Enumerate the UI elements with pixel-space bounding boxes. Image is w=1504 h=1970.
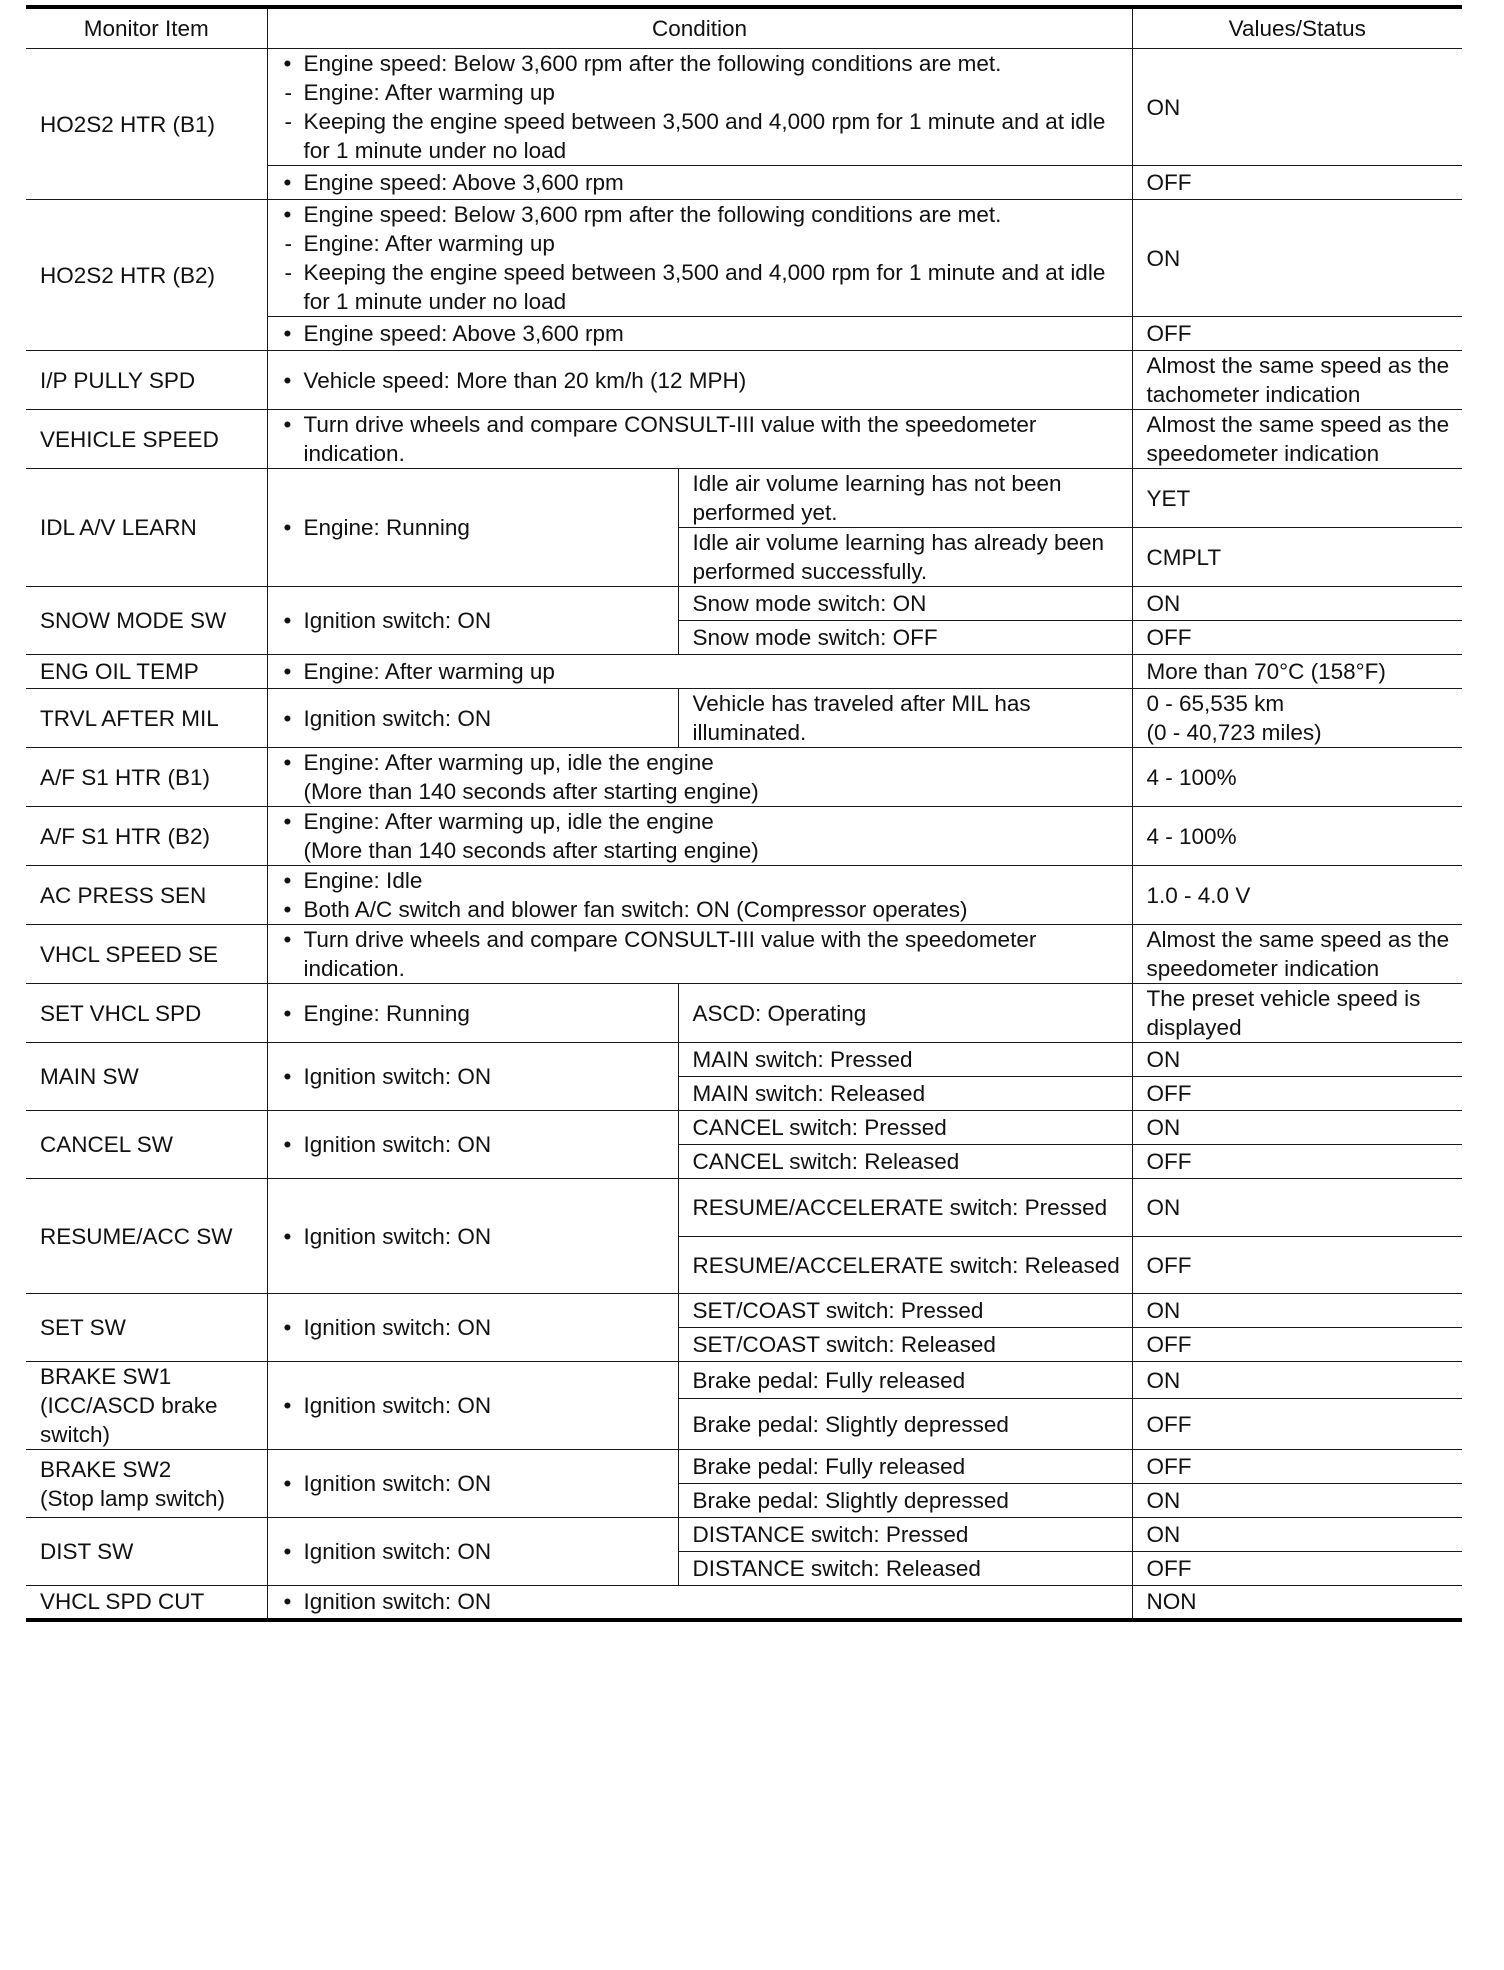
value-status-cell: OFF xyxy=(1132,1552,1462,1586)
condition-list xyxy=(282,200,1122,316)
monitor-item-cell: HO2S2 HTR (B2) xyxy=(26,200,267,351)
value-status-cell: ON xyxy=(1132,587,1462,621)
value-status-cell: YET xyxy=(1132,469,1462,528)
condition-cell xyxy=(267,925,1132,984)
monitor-item-cell: RESUME/ACC SW xyxy=(26,1179,267,1294)
condition-main-cell xyxy=(267,984,678,1043)
condition-line: • Ignition switch: ON xyxy=(282,1062,668,1091)
condition-main-cell xyxy=(267,587,678,655)
condition-list xyxy=(282,999,668,1028)
condition-cell xyxy=(267,49,1132,166)
value-status-cell: NON xyxy=(1132,1586,1462,1620)
condition-list xyxy=(282,1130,668,1159)
condition-line: • Ignition switch: ON xyxy=(282,606,668,635)
value-status-cell: OFF xyxy=(1132,317,1462,351)
value-status-cell: OFF xyxy=(1132,1237,1462,1294)
condition-list xyxy=(282,1313,668,1342)
condition-list xyxy=(282,366,1122,395)
value-status-cell: 1.0 - 4.0 V xyxy=(1132,866,1462,925)
value-status-cell: 4 - 100% xyxy=(1132,748,1462,807)
condition-line: • Ignition switch: ON xyxy=(282,1469,668,1498)
condition-line: (More than 140 seconds after starting engine) xyxy=(303,779,759,804)
table-row xyxy=(26,200,1462,317)
table-row xyxy=(26,1179,1462,1237)
table-row xyxy=(26,925,1462,984)
condition-line: • Engine speed: Above 3,600 rpm xyxy=(282,168,1122,197)
condition-cell xyxy=(267,351,1132,410)
condition-detail-cell: Brake pedal: Fully released xyxy=(678,1450,1132,1484)
condition-line: • Ignition switch: ON xyxy=(282,1313,668,1342)
monitor-item-cell: DIST SW xyxy=(26,1518,267,1586)
condition-main-cell xyxy=(267,1111,678,1179)
condition-line: - Keeping the engine speed between 3,500 and 4,000 rpm for 1 minute and at idle for 1 minute under no load xyxy=(282,258,1122,316)
table-row xyxy=(26,469,1462,528)
condition-cell xyxy=(267,200,1132,317)
monitor-item-cell: SET SW xyxy=(26,1294,267,1362)
condition-line: • Engine: After warming up, idle the engine xyxy=(282,807,1122,836)
condition-detail-cell: Idle air volume learning has not been performed yet. xyxy=(678,469,1132,528)
value-status-cell: Almost the same speed as the speedometer indication xyxy=(1132,925,1462,984)
condition-list xyxy=(282,606,668,635)
condition-list xyxy=(282,49,1122,165)
condition-main-cell xyxy=(267,1179,678,1294)
table-row xyxy=(26,351,1462,410)
value-status-cell: OFF xyxy=(1132,1145,1462,1179)
condition-list xyxy=(282,704,668,733)
table-row xyxy=(26,587,1462,621)
condition-detail-cell: Brake pedal: Slightly depressed xyxy=(678,1484,1132,1518)
condition-line: • Engine speed: Below 3,600 rpm after the following conditions are met. xyxy=(282,200,1122,229)
condition-list xyxy=(282,807,1122,865)
monitor-item-cell: I/P PULLY SPD xyxy=(26,351,267,410)
condition-list xyxy=(282,168,1122,197)
condition-detail-cell: DISTANCE switch: Released xyxy=(678,1552,1132,1586)
condition-line: - Engine: After warming up xyxy=(282,78,1122,107)
monitor-item-cell: A/F S1 HTR (B2) xyxy=(26,807,267,866)
monitor-item-cell: CANCEL SW xyxy=(26,1111,267,1179)
condition-detail-cell: RESUME/ACCELERATE switch: Released xyxy=(678,1237,1132,1294)
condition-detail-cell: SET/COAST switch: Released xyxy=(678,1328,1132,1362)
monitor-item-cell: TRVL AFTER MIL xyxy=(26,689,267,748)
condition-main-cell xyxy=(267,1043,678,1111)
monitor-item-table-container xyxy=(26,5,1462,1622)
condition-cell xyxy=(267,410,1132,469)
value-status-cell: Almost the same speed as the tachometer indication xyxy=(1132,351,1462,410)
header-monitor-item: Monitor Item xyxy=(26,7,267,49)
condition-line: • Engine: After warming up xyxy=(282,657,1122,686)
header-values-status: Values/Status xyxy=(1132,7,1462,49)
table-row xyxy=(26,1518,1462,1552)
condition-detail-cell: Brake pedal: Slightly depressed xyxy=(678,1399,1132,1450)
monitor-item-cell: BRAKE SW2 (Stop lamp switch) xyxy=(26,1450,267,1518)
condition-cell xyxy=(267,655,1132,689)
condition-line: • Engine: Idle xyxy=(282,866,1122,895)
table-header xyxy=(26,7,1462,49)
condition-line: • Turn drive wheels and compare CONSULT-III value with the speedometer indication. xyxy=(282,925,1122,983)
value-status-cell: ON xyxy=(1132,1294,1462,1328)
table-row xyxy=(26,689,1462,748)
condition-detail-cell: Idle air volume learning has already been performed successfully. xyxy=(678,528,1132,587)
condition-line: • Ignition switch: ON xyxy=(282,1222,668,1251)
condition-cell xyxy=(267,866,1132,925)
condition-detail-cell: CANCEL switch: Pressed xyxy=(678,1111,1132,1145)
condition-detail-cell: CANCEL switch: Released xyxy=(678,1145,1132,1179)
condition-list xyxy=(282,1537,668,1566)
condition-cell xyxy=(267,317,1132,351)
condition-main-cell xyxy=(267,1294,678,1362)
value-status-cell: OFF xyxy=(1132,1450,1462,1484)
table-row xyxy=(26,984,1462,1043)
value-status-cell: ON xyxy=(1132,1043,1462,1077)
monitor-item-cell: BRAKE SW1 (ICC/ASCD brake switch) xyxy=(26,1362,267,1450)
condition-line: • Ignition switch: ON xyxy=(282,1537,668,1566)
condition-line: - Keeping the engine speed between 3,500 and 4,000 rpm for 1 minute and at idle for 1 minute under no load xyxy=(282,107,1122,165)
condition-main-cell xyxy=(267,469,678,587)
condition-line: • Turn drive wheels and compare CONSULT-III value with the speedometer indication. xyxy=(282,410,1122,468)
value-status-cell: ON xyxy=(1132,1362,1462,1399)
condition-main-cell xyxy=(267,1450,678,1518)
value-status-cell: OFF xyxy=(1132,166,1462,200)
monitor-item-cell: HO2S2 HTR (B1) xyxy=(26,49,267,200)
monitor-item-cell: VHCL SPEED SE xyxy=(26,925,267,984)
condition-list xyxy=(282,866,1122,924)
monitor-item-cell: IDL A/V LEARN xyxy=(26,469,267,587)
condition-line: - Engine: After warming up xyxy=(282,229,1122,258)
condition-line: • Ignition switch: ON xyxy=(282,1587,1122,1616)
table-row xyxy=(26,748,1462,807)
header-row xyxy=(26,7,1462,49)
monitor-item-cell: AC PRESS SEN xyxy=(26,866,267,925)
monitor-item-cell: A/F S1 HTR (B1) xyxy=(26,748,267,807)
condition-main-cell xyxy=(267,689,678,748)
condition-list xyxy=(282,1469,668,1498)
table-row xyxy=(26,49,1462,166)
condition-line: • Engine speed: Above 3,600 rpm xyxy=(282,319,1122,348)
table-row xyxy=(26,807,1462,866)
header-condition: Condition xyxy=(267,7,1132,49)
value-status-cell: More than 70°C (158°F) xyxy=(1132,655,1462,689)
monitor-item-cell: VHCL SPD CUT xyxy=(26,1586,267,1620)
condition-line: • Engine speed: Below 3,600 rpm after the following conditions are met. xyxy=(282,49,1122,78)
value-status-cell: ON xyxy=(1132,49,1462,166)
table-row xyxy=(26,1362,1462,1399)
condition-line: (More than 140 seconds after starting engine) xyxy=(303,838,759,863)
monitor-item-table xyxy=(26,5,1462,1622)
table-row xyxy=(26,1111,1462,1145)
value-status-cell: 0 - 65,535 km (0 - 40,723 miles) xyxy=(1132,689,1462,748)
condition-line: • Both A/C switch and blower fan switch: ON (Compressor operates) xyxy=(282,895,1122,924)
condition-list xyxy=(282,1062,668,1091)
condition-line: • Ignition switch: ON xyxy=(282,1130,668,1159)
value-status-cell: OFF xyxy=(1132,1328,1462,1362)
condition-cell xyxy=(267,166,1132,200)
table-row xyxy=(26,1043,1462,1077)
condition-main-cell xyxy=(267,1362,678,1450)
condition-list xyxy=(282,748,1122,806)
condition-list xyxy=(282,1222,668,1251)
condition-line: • Engine: Running xyxy=(282,513,668,542)
monitor-item-cell: SNOW MODE SW xyxy=(26,587,267,655)
table-row xyxy=(26,1450,1462,1484)
value-status-cell: CMPLT xyxy=(1132,528,1462,587)
condition-detail-cell: RESUME/ACCELERATE switch: Pressed xyxy=(678,1179,1132,1237)
value-status-cell: OFF xyxy=(1132,1077,1462,1111)
condition-list xyxy=(282,319,1122,348)
table-body xyxy=(26,49,1462,1620)
value-status-cell: OFF xyxy=(1132,1399,1462,1450)
table-row xyxy=(26,866,1462,925)
value-status-cell: ON xyxy=(1132,1484,1462,1518)
monitor-item-cell: ENG OIL TEMP xyxy=(26,655,267,689)
value-status-cell: ON xyxy=(1132,200,1462,317)
condition-list xyxy=(282,513,668,542)
monitor-item-cell: VEHICLE SPEED xyxy=(26,410,267,469)
value-status-cell: ON xyxy=(1132,1111,1462,1145)
condition-cell xyxy=(267,807,1132,866)
value-status-cell: OFF xyxy=(1132,621,1462,655)
condition-detail-cell: SET/COAST switch: Pressed xyxy=(678,1294,1132,1328)
condition-detail-cell: DISTANCE switch: Pressed xyxy=(678,1518,1132,1552)
condition-detail-cell: Snow mode switch: ON xyxy=(678,587,1132,621)
condition-cell xyxy=(267,748,1132,807)
table-row xyxy=(26,410,1462,469)
value-status-cell: The preset vehicle speed is displayed xyxy=(1132,984,1462,1043)
condition-detail-cell: Vehicle has traveled after MIL has illuminated. xyxy=(678,689,1132,748)
condition-detail-cell: Brake pedal: Fully released xyxy=(678,1362,1132,1399)
condition-list xyxy=(282,925,1122,983)
table-row xyxy=(26,655,1462,689)
condition-line: • Vehicle speed: More than 20 km/h (12 MPH) xyxy=(282,366,1122,395)
condition-line: • Ignition switch: ON xyxy=(282,1391,668,1420)
table-row xyxy=(26,1586,1462,1620)
condition-detail-cell: MAIN switch: Pressed xyxy=(678,1043,1132,1077)
condition-detail-cell: MAIN switch: Released xyxy=(678,1077,1132,1111)
condition-line: • Engine: After warming up, idle the engine xyxy=(282,748,1122,777)
condition-cell xyxy=(267,1586,1132,1620)
condition-list xyxy=(282,1391,668,1420)
condition-detail-cell: ASCD: Operating xyxy=(678,984,1132,1043)
value-status-cell: Almost the same speed as the speedometer indication xyxy=(1132,410,1462,469)
table-row xyxy=(26,1294,1462,1328)
value-status-cell: ON xyxy=(1132,1179,1462,1237)
condition-line: • Ignition switch: ON xyxy=(282,704,668,733)
monitor-item-cell: MAIN SW xyxy=(26,1043,267,1111)
condition-list xyxy=(282,657,1122,686)
condition-line: • Engine: Running xyxy=(282,999,668,1028)
condition-detail-cell: Snow mode switch: OFF xyxy=(678,621,1132,655)
condition-main-cell xyxy=(267,1518,678,1586)
monitor-item-cell: SET VHCL SPD xyxy=(26,984,267,1043)
condition-list xyxy=(282,1587,1122,1616)
value-status-cell: 4 - 100% xyxy=(1132,807,1462,866)
value-status-cell: ON xyxy=(1132,1518,1462,1552)
condition-list xyxy=(282,410,1122,468)
